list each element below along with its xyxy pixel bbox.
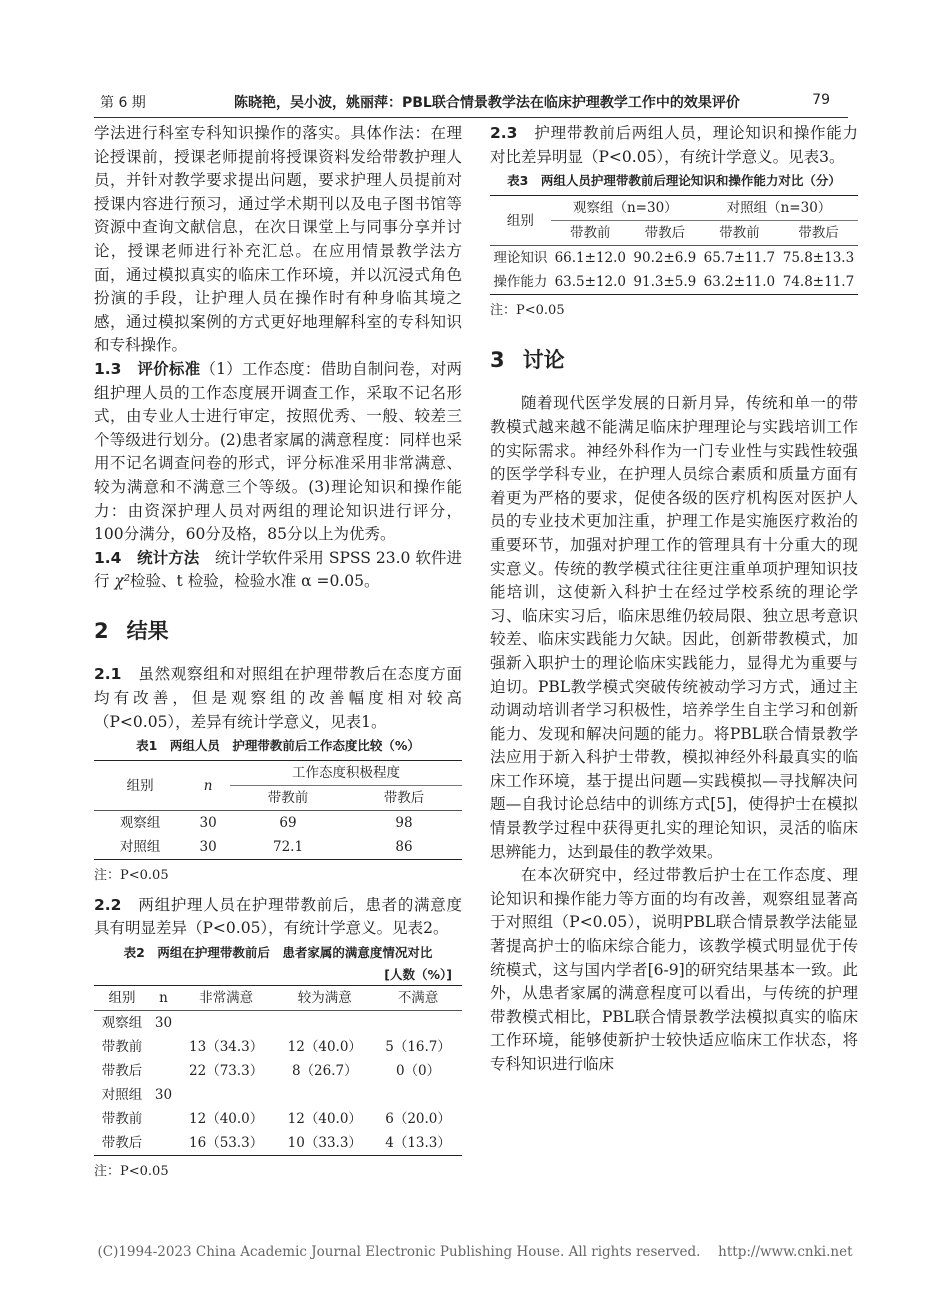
table-cell: 90.2±6.9 [633,250,697,267]
table-cell: 66.1±12.0 [554,250,627,267]
section-2-1 [94,663,462,734]
table-cell: 对照组 [119,839,161,856]
section-heading: 1.3 评价标准 [94,359,201,378]
table-cell: 操作能力 [493,274,548,291]
section-title-discussion [490,349,858,373]
paragraph: 在本次研究中，经过带教后护士在工作态度、理论知识和操作能力等方面的均有改善，观察组显著高于对照组（P<0.05），说明PBL联合情景教学法能显著提高护士的临床综合能力，该教学模式明显优于传统模式，这与国内学者[6-9]的研究结果基本一致。此外，从患者家属的满意程度可以看出，与传统的护理带教模式相比，PBL联合情景教学法模拟真实的临床工作环境，能够使新护士较快适应临床工作状态，将专科知识进行临床 [490,866,858,1073]
table-header: 观察组（n=30） [551,196,700,221]
table2-note: 注：P<0.05 [94,1164,169,1180]
table-row [94,835,462,860]
table-cell: 12（40.0） [287,1039,362,1056]
table-cell: 30 [199,839,217,856]
section-title: 讨论 [522,347,565,372]
table-header: 带教后 [346,786,462,811]
table-cell [177,1083,276,1107]
table-row [94,1035,462,1059]
table-cell [275,1083,374,1107]
table-header: 非常满意 [177,986,276,1011]
table-row [94,811,462,836]
table-cell: 对照组 [101,1087,143,1104]
table-cell: 0（0） [395,1063,441,1080]
table-cell: 65.7±11.7 [703,250,776,267]
section-heading: 2.1 [94,665,122,684]
table-cell: 带教后 [101,1063,143,1080]
table-cell [150,1059,177,1083]
table-header: 带教前 [700,221,779,246]
table-cell: 理论知识 [493,250,548,267]
table-header [186,761,230,811]
section-title: 结果 [126,618,169,643]
table-header: n [150,986,177,1011]
page-number: 79 [812,92,830,108]
table-cell: 4（13.3） [385,1135,451,1152]
table-header: 组别 [94,761,186,811]
issue-number: 第 6 期 [100,95,146,111]
table-cell: 带教前 [101,1111,143,1128]
table2 [94,985,462,1156]
section-heading: 2.3 [490,124,518,142]
table-cell [150,1107,177,1131]
table-header: 组别 [490,196,551,246]
table-row [94,1011,462,1036]
table2-caption-unit: [人数（%）] [384,967,452,983]
chi-square-symbol: χ² [114,572,131,591]
table-cell: 98 [395,815,413,832]
table-header: 带教后 [630,221,700,246]
table-header: 带教前 [230,786,346,811]
table-cell: 22（73.3） [189,1063,264,1080]
table-cell: 63.5±12.0 [554,274,627,291]
table1 [94,760,462,860]
table-cell [374,1011,462,1036]
table-cell: 75.8±13.3 [782,250,855,267]
table-cell: 30 [154,1015,173,1032]
table-header: 工作态度积极程度 [230,761,462,786]
table-cell [374,1083,462,1107]
table1-caption: 表1 两组人员 护理带教前后工作态度比较（%） [136,738,420,754]
table-cell: 观察组 [119,815,161,832]
table-cell [150,1035,177,1059]
table-header: 组别 [94,986,150,1011]
running-title: 陈晓艳，吴小波，姚丽萍：PBL联合情景教学法在临床护理教学工作中的效果评价 [234,95,740,111]
section-heading: 1.4 统计方法 [94,548,200,567]
table1-note: 注：P<0.05 [94,868,169,884]
table2-caption: 表2 两组在护理带教前后 患者家属的满意度情况对比 [123,945,433,961]
table-cell: 30 [199,815,217,832]
table-cell: 16（53.3） [189,1135,264,1152]
right-column [490,122,858,1077]
table-cell: 72.1 [272,839,304,856]
section-body: 两组护理人员在护理带教前后，患者的满意度具有明显差异（P<0.05），有统计学意义。见表2。 [94,895,462,938]
section-body: 检验、t 检验，检验水准 α =0.05。 [130,572,380,591]
table-cell: 13（34.3） [189,1039,264,1056]
table-cell: 69 [279,815,297,832]
section-heading: 2.2 [94,895,122,914]
section-number: 3 [490,347,505,372]
table-cell: 91.3±5.9 [633,274,697,291]
table-row [94,1107,462,1131]
table-cell: 86 [395,839,413,856]
section-2-2 [94,894,462,941]
section-title-results [94,620,462,644]
table-header: 不满意 [374,986,462,1011]
table-cell: 74.8±11.7 [782,274,855,291]
paragraph: 随着现代医学发展的日新月异，传统和单一的带教模式越来越不能满足临床护理理论与实践培训工作的实际需求。神经外科作为一门专业性与实践性较强的医学学科专业，在护理人员综合素质和质量方面有着更为严格的要求，促使各级的医疗机构医对医护人员的专业技术更加注重，护理工作是实施医疗救治的重要环节，加强对护理工作的管理具有十分重大的现实意义。传统的教学模式往往更注重单项护理知识技能培训，这使新入科护士在经过学校系统的理论学习、临床实习后，临床思维仍较局限、独立思考意识较差、临床实践能力欠缺。因此，创新带教模式，加强新入职护士的理论临床实践能力，显得尤为重要与迫切。PBL教学模式突破传统被动学习方式，通过主动调动培训者学习积极性，培养学生自主学习和创新能力、发现和解决问题的能力。将PBL联合情景教学法应用于新入科护士带教，模拟神经外科最真实的临床工作环境，基于提出问题—实践模拟—寻找解决问题—自我讨论总结中的训练方式[5]，使得护士在模拟情景教学过程中获得更扎实的理论知识，灵活的临床思辨能力，达到最佳的教学效果。 [490,394,858,861]
table-cell: 观察组 [101,1015,143,1032]
table-cell: 12（40.0） [287,1111,362,1128]
section-body: 统计学软件采用 SPSS 23.0 软件进行 [94,548,462,591]
table-row [490,246,858,271]
table-row [490,270,858,295]
table3 [490,195,858,295]
header-rule [94,117,848,118]
table-cell: 12（40.0） [189,1111,264,1128]
table-cell: 5（16.7） [385,1039,451,1056]
table-cell: 带教后 [101,1135,143,1152]
table-header: 带教后 [779,221,858,246]
section-2-3 [490,122,858,169]
table3-caption: 表3 两组人员护理带教前后理论知识和操作能力对比（分） [507,173,841,189]
section-number: 2 [94,618,109,643]
table-cell [275,1011,374,1036]
section-body: 护理带教前后两组人员，理论知识和操作能力对比差异明显（P<0.05），有统计学意义。见表3。 [490,124,858,166]
paragraph: 学法进行科室专科知识操作的落实。具体作法：在理论授课前，授课老师提前将授课资料发给带教护理人员，并针对教学要求提出问题，要求护理人员提前对授课内容进行预习，通过学术期刊以及电子图书馆等资源中查询文献信息，在次日课堂上与同事分享并讨论，授课老师进行补充汇总。在应用情景教学法方面，通过模拟真实的临床工作环境，并以沉浸式角色扮演的手段，让护理人员在操作时有种身临其境之感，通过模拟案例的方式更好地理解科室的专科知识和专科操作。 [94,124,462,355]
table-header: 对照组（n=30） [700,196,858,221]
table-cell: 30 [154,1087,173,1104]
section-body: 虽然观察组和对照组在护理带教后在态度方面均有改善，但是观察组的改善幅度相对较高（P<0.05），差异有统计学意义，见表1。 [94,665,462,731]
table-row [94,1131,462,1156]
table-header: 带教前 [551,221,630,246]
table-cell: 63.2±11.0 [703,274,776,291]
section-1-3 [94,358,462,547]
table3-note: 注：P<0.05 [490,303,565,319]
section-body: （1）工作态度：借助自制问卷，对两组护理人员的工作态度展开调查工作，采取不记名形式，由专业人士进行审定，按照优秀、一般、较差三个等级进行划分。(2)患者家属的满意程度：同样也采用不记名调查问卷的形式，评分标准采用非常满意、较为满意和不满意三个等级。(3)理论知识和操作能力：由资深护理人员对两组的理论知识进行评分，100分满分，60分及格，85分以上为优秀。 [94,359,462,544]
table-cell: 6（20.0） [385,1111,451,1128]
copyright-footer: (C)1994-2023 China Academic Journal Electronic Publishing House. All rights reserved. http://www.cnki.net [97,1244,853,1260]
left-column [94,122,462,1190]
table-cell [150,1131,177,1156]
running-header [94,86,848,114]
table-row [94,1083,462,1107]
n-label: n [203,777,213,794]
table-header: 较为满意 [275,986,374,1011]
table-row [94,1059,462,1083]
table-cell: 带教前 [101,1039,143,1056]
table-cell: 8（26.7） [291,1063,358,1080]
table-cell: 10（33.3） [287,1135,362,1152]
table-cell [177,1011,276,1036]
section-1-4 [94,547,462,594]
